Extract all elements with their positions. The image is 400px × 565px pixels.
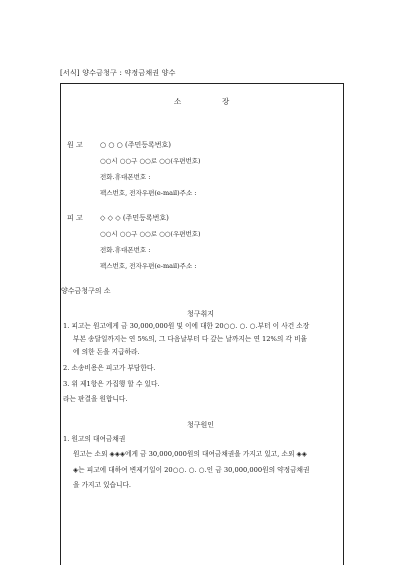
claim-purpose-item3: 3. 위 제1항은 가집행 할 수 있다. xyxy=(63,380,160,388)
defendant-role: 피 고 xyxy=(67,214,83,222)
plaintiff-address: ○○시 ○○구 ○○로 ○○(우편번호) xyxy=(100,157,201,165)
plaintiff-phone: 전화․휴대폰번호 : xyxy=(100,173,151,181)
claim-purpose-closing: 라는 판결을 원합니다. xyxy=(63,395,128,403)
title-char-2: 장 xyxy=(222,97,230,106)
defendant-fax-email: 팩스번호, 전자우편(e-mail)주소 : xyxy=(100,262,197,270)
claim-purpose-item1-line1: 1. 피고는 원고에게 금 30,000,000원 및 이에 대한 20○○. ○. ○.부터 이 사건 소장 xyxy=(63,322,310,330)
claim-purpose-item1-line3: 에 의한 돈을 지급하라. xyxy=(73,348,140,356)
claim-cause-heading: 청구원인 xyxy=(187,421,215,429)
claim-cause-line1: 원고는 소외 ◈◈◈에게 금 30,000,000원의 대여금채권을 가지고 있고, 소외 ◈◈ xyxy=(73,450,307,458)
claim-purpose-item1-line2: 부본 송달일까지는 연 5%의, 그 다음날부터 다 갚는 날까지는 연 12%의 각 비율 xyxy=(73,335,307,343)
claim-cause-line3: 을 가지고 있습니다. xyxy=(73,481,132,489)
case-name: 양수금청구의 소 xyxy=(61,287,111,295)
claim-cause-line2: ◈는 피고에 대하여 변제기일이 20○○. ○. ○.인 금 30,000,000원의 약정금채권 xyxy=(73,466,310,474)
title-char-1: 소 xyxy=(174,97,182,106)
defendant-address: ○○시 ○○구 ○○로 ○○(우편번호) xyxy=(100,230,201,238)
plaintiff-name: ○ ○ ○ (주민등록번호) xyxy=(100,141,172,149)
claim-cause-subheading: 1. 원고의 대여금채권 xyxy=(63,435,126,443)
defendant-phone: 전화․휴대폰번호 : xyxy=(100,246,151,254)
form-header: [서식] 양수금청구 : 약정금채권 양수 xyxy=(60,69,176,77)
claim-purpose-heading: 청구취지 xyxy=(187,310,215,318)
defendant-name: ◇ ◇ ◇ (주민등록번호) xyxy=(100,214,169,222)
plaintiff-fax-email: 팩스번호, 전자우편(e-mail)주소 : xyxy=(100,189,197,197)
complaint-document xyxy=(60,83,344,565)
claim-purpose-item2: 2. 소송비용은 피고가 부담한다. xyxy=(63,364,156,372)
plaintiff-role: 원 고 xyxy=(67,141,83,149)
